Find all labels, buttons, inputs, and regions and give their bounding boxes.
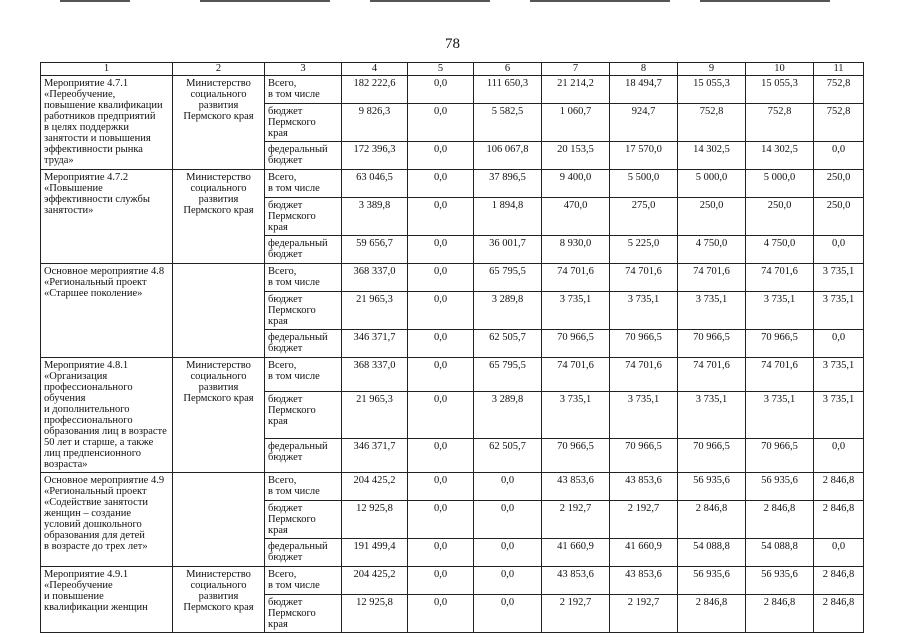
amount-cell: 54 088,8 xyxy=(746,539,814,567)
amount-cell: 0,0 xyxy=(408,595,474,633)
top-rule xyxy=(60,0,130,2)
amount-cell: 3 735,1 xyxy=(678,292,746,330)
table-row xyxy=(41,170,864,198)
amount-cell: 182 222,6 xyxy=(342,76,408,104)
amount-cell: 0,0 xyxy=(814,539,864,567)
amount-cell: 70 966,5 xyxy=(610,330,678,358)
amount-cell: 63 046,5 xyxy=(342,170,408,198)
amount-cell: 5 000,0 xyxy=(746,170,814,198)
funding-source: бюджет Пермского края xyxy=(265,292,342,330)
funding-source: Всего, в том числе xyxy=(265,358,342,392)
budget-table xyxy=(40,62,864,633)
amount-cell: 54 088,8 xyxy=(678,539,746,567)
amount-cell: 3 289,8 xyxy=(474,292,542,330)
amount-cell: 250,0 xyxy=(678,198,746,236)
funding-source: бюджет Пермского края xyxy=(265,104,342,142)
column-header: 9 xyxy=(678,63,746,76)
executor-name xyxy=(173,264,265,358)
amount-cell: 250,0 xyxy=(814,198,864,236)
amount-cell: 3 735,1 xyxy=(542,292,610,330)
executor-name: Министерство социального развития Пермского края xyxy=(173,170,265,264)
amount-cell: 0,0 xyxy=(408,330,474,358)
amount-cell: 0,0 xyxy=(408,170,474,198)
amount-cell: 0,0 xyxy=(814,236,864,264)
funding-source: федеральный бюджет xyxy=(265,539,342,567)
amount-cell: 0,0 xyxy=(474,501,542,539)
amount-cell: 41 660,9 xyxy=(610,539,678,567)
funding-source: Всего, в том числе xyxy=(265,473,342,501)
amount-cell: 3 735,1 xyxy=(814,292,864,330)
amount-cell: 74 701,6 xyxy=(610,358,678,392)
amount-cell: 3 735,1 xyxy=(814,392,864,438)
funding-source: Всего, в том числе xyxy=(265,76,342,104)
amount-cell: 56 935,6 xyxy=(746,567,814,595)
amount-cell: 0,0 xyxy=(408,567,474,595)
amount-cell: 470,0 xyxy=(542,198,610,236)
amount-cell: 368 337,0 xyxy=(342,358,408,392)
amount-cell: 3 735,1 xyxy=(746,292,814,330)
amount-cell: 65 795,5 xyxy=(474,264,542,292)
amount-cell: 3 735,1 xyxy=(814,358,864,392)
table-row xyxy=(41,264,864,292)
executor-name xyxy=(173,473,265,567)
funding-source: федеральный бюджет xyxy=(265,142,342,170)
amount-cell: 70 966,5 xyxy=(678,438,746,472)
amount-cell: 15 055,3 xyxy=(678,76,746,104)
amount-cell: 191 499,4 xyxy=(342,539,408,567)
amount-cell: 3 289,8 xyxy=(474,392,542,438)
funding-source: бюджет Пермского края xyxy=(265,501,342,539)
amount-cell: 14 302,5 xyxy=(746,142,814,170)
amount-cell: 37 896,5 xyxy=(474,170,542,198)
amount-cell: 12 925,8 xyxy=(342,595,408,633)
executor-name: Министерство социального развития Пермского края xyxy=(173,358,265,473)
amount-cell: 0,0 xyxy=(408,198,474,236)
funding-source: Всего, в том числе xyxy=(265,567,342,595)
amount-cell: 0,0 xyxy=(408,358,474,392)
amount-cell: 1 894,8 xyxy=(474,198,542,236)
amount-cell: 43 853,6 xyxy=(542,567,610,595)
amount-cell: 70 966,5 xyxy=(678,330,746,358)
amount-cell: 0,0 xyxy=(814,438,864,472)
executor-name: Министерство социального развития Пермского края xyxy=(173,76,265,170)
amount-cell: 0,0 xyxy=(408,292,474,330)
column-header: 3 xyxy=(265,63,342,76)
amount-cell: 752,8 xyxy=(814,76,864,104)
amount-cell: 2 846,8 xyxy=(746,595,814,633)
amount-cell: 3 735,1 xyxy=(542,392,610,438)
column-header: 10 xyxy=(746,63,814,76)
amount-cell: 74 701,6 xyxy=(746,264,814,292)
top-rule xyxy=(530,0,670,2)
amount-cell: 5 582,5 xyxy=(474,104,542,142)
amount-cell: 8 930,0 xyxy=(542,236,610,264)
amount-cell: 752,8 xyxy=(678,104,746,142)
amount-cell: 56 935,6 xyxy=(678,473,746,501)
activity-name: Мероприятие 4.7.2 «Повышение эффективности службы занятости» xyxy=(41,170,173,264)
top-rule xyxy=(200,0,330,2)
amount-cell: 14 302,5 xyxy=(678,142,746,170)
amount-cell: 2 846,8 xyxy=(678,595,746,633)
funding-source: бюджет Пермского края xyxy=(265,392,342,438)
amount-cell: 204 425,2 xyxy=(342,567,408,595)
amount-cell: 9 400,0 xyxy=(542,170,610,198)
column-header: 11 xyxy=(814,63,864,76)
page-number: 78 xyxy=(445,36,460,52)
amount-cell: 2 192,7 xyxy=(610,595,678,633)
amount-cell: 43 853,6 xyxy=(610,473,678,501)
table-row xyxy=(41,358,864,392)
amount-cell: 3 735,1 xyxy=(746,392,814,438)
amount-cell: 0,0 xyxy=(408,539,474,567)
amount-cell: 752,8 xyxy=(746,104,814,142)
activity-name: Основное мероприятие 4.9 «Региональный проект «Содействие занятости женщин – создание условий дошкольного образования для детей в возрасте до трех лет» xyxy=(41,473,173,567)
amount-cell: 111 650,3 xyxy=(474,76,542,104)
amount-cell: 1 060,7 xyxy=(542,104,610,142)
amount-cell: 172 396,3 xyxy=(342,142,408,170)
amount-cell: 70 966,5 xyxy=(542,330,610,358)
table-row xyxy=(41,473,864,501)
top-rule xyxy=(700,0,830,2)
amount-cell: 368 337,0 xyxy=(342,264,408,292)
amount-cell: 3 735,1 xyxy=(814,264,864,292)
amount-cell: 74 701,6 xyxy=(542,358,610,392)
activity-name: Мероприятие 4.9.1 «Переобучение и повышение квалификации женщин xyxy=(41,567,173,633)
amount-cell: 74 701,6 xyxy=(678,358,746,392)
table-row xyxy=(41,76,864,104)
amount-cell: 0,0 xyxy=(474,567,542,595)
amount-cell: 0,0 xyxy=(408,264,474,292)
top-rule xyxy=(370,0,490,2)
activity-name: Основное мероприятие 4.8 «Региональный проект «Старшее поколение» xyxy=(41,264,173,358)
amount-cell: 70 966,5 xyxy=(542,438,610,472)
amount-cell: 17 570,0 xyxy=(610,142,678,170)
funding-source: Всего, в том числе xyxy=(265,170,342,198)
amount-cell: 21 965,3 xyxy=(342,292,408,330)
amount-cell: 65 795,5 xyxy=(474,358,542,392)
executor-name: Министерство социального развития Пермского края xyxy=(173,567,265,633)
amount-cell: 275,0 xyxy=(610,198,678,236)
funding-source: федеральный бюджет xyxy=(265,438,342,472)
column-header: 6 xyxy=(474,63,542,76)
amount-cell: 2 846,8 xyxy=(814,473,864,501)
amount-cell: 36 001,7 xyxy=(474,236,542,264)
amount-cell: 3 735,1 xyxy=(610,392,678,438)
funding-source: бюджет Пермского края xyxy=(265,595,342,633)
activity-name: Мероприятие 4.8.1 «Организация профессионального обучения и дополнительного профессионального образования лиц в возрасте 50 лет и старше, а также лиц предпенсионного возраста» xyxy=(41,358,173,473)
amount-cell: 0,0 xyxy=(408,501,474,539)
amount-cell: 924,7 xyxy=(610,104,678,142)
funding-source: федеральный бюджет xyxy=(265,236,342,264)
amount-cell: 41 660,9 xyxy=(542,539,610,567)
amount-cell: 15 055,3 xyxy=(746,76,814,104)
amount-cell: 43 853,6 xyxy=(610,567,678,595)
amount-cell: 9 826,3 xyxy=(342,104,408,142)
column-header: 8 xyxy=(610,63,678,76)
amount-cell: 2 192,7 xyxy=(610,501,678,539)
amount-cell: 20 153,5 xyxy=(542,142,610,170)
header-row xyxy=(41,63,864,76)
amount-cell: 2 846,8 xyxy=(814,501,864,539)
amount-cell: 2 846,8 xyxy=(814,595,864,633)
amount-cell: 3 735,1 xyxy=(610,292,678,330)
amount-cell: 56 935,6 xyxy=(746,473,814,501)
column-header: 5 xyxy=(408,63,474,76)
amount-cell: 250,0 xyxy=(746,198,814,236)
amount-cell: 70 966,5 xyxy=(746,330,814,358)
activity-name: Мероприятие 4.7.1 «Переобучение, повышение квалификации работников предприятий в целях поддержки занятости и повышения эффективности рынка труда» xyxy=(41,76,173,170)
amount-cell: 59 656,7 xyxy=(342,236,408,264)
amount-cell: 2 846,8 xyxy=(814,567,864,595)
amount-cell: 0,0 xyxy=(814,142,864,170)
funding-source: федеральный бюджет xyxy=(265,330,342,358)
amount-cell: 5 000,0 xyxy=(678,170,746,198)
amount-cell: 0,0 xyxy=(474,539,542,567)
amount-cell: 4 750,0 xyxy=(678,236,746,264)
amount-cell: 2 846,8 xyxy=(678,501,746,539)
amount-cell: 0,0 xyxy=(408,473,474,501)
amount-cell: 752,8 xyxy=(814,104,864,142)
amount-cell: 12 925,8 xyxy=(342,501,408,539)
amount-cell: 2 192,7 xyxy=(542,595,610,633)
amount-cell: 0,0 xyxy=(474,595,542,633)
amount-cell: 0,0 xyxy=(474,473,542,501)
amount-cell: 346 371,7 xyxy=(342,438,408,472)
amount-cell: 74 701,6 xyxy=(746,358,814,392)
amount-cell: 70 966,5 xyxy=(746,438,814,472)
table-row xyxy=(41,567,864,595)
amount-cell: 4 750,0 xyxy=(746,236,814,264)
amount-cell: 2 192,7 xyxy=(542,501,610,539)
amount-cell: 74 701,6 xyxy=(542,264,610,292)
amount-cell: 2 846,8 xyxy=(746,501,814,539)
column-header: 4 xyxy=(342,63,408,76)
amount-cell: 18 494,7 xyxy=(610,76,678,104)
amount-cell: 21 965,3 xyxy=(342,392,408,438)
amount-cell: 74 701,6 xyxy=(610,264,678,292)
amount-cell: 3 389,8 xyxy=(342,198,408,236)
amount-cell: 56 935,6 xyxy=(678,567,746,595)
amount-cell: 204 425,2 xyxy=(342,473,408,501)
amount-cell: 0,0 xyxy=(408,392,474,438)
amount-cell: 0,0 xyxy=(814,330,864,358)
amount-cell: 0,0 xyxy=(408,236,474,264)
amount-cell: 106 067,8 xyxy=(474,142,542,170)
amount-cell: 250,0 xyxy=(814,170,864,198)
amount-cell: 62 505,7 xyxy=(474,438,542,472)
amount-cell: 5 225,0 xyxy=(610,236,678,264)
amount-cell: 70 966,5 xyxy=(610,438,678,472)
amount-cell: 62 505,7 xyxy=(474,330,542,358)
amount-cell: 21 214,2 xyxy=(542,76,610,104)
amount-cell: 346 371,7 xyxy=(342,330,408,358)
amount-cell: 74 701,6 xyxy=(678,264,746,292)
column-header: 1 xyxy=(41,63,173,76)
column-header: 2 xyxy=(173,63,265,76)
funding-source: Всего, в том числе xyxy=(265,264,342,292)
amount-cell: 0,0 xyxy=(408,76,474,104)
amount-cell: 0,0 xyxy=(408,438,474,472)
amount-cell: 0,0 xyxy=(408,104,474,142)
amount-cell: 3 735,1 xyxy=(678,392,746,438)
column-header: 7 xyxy=(542,63,610,76)
amount-cell: 5 500,0 xyxy=(610,170,678,198)
amount-cell: 0,0 xyxy=(408,142,474,170)
amount-cell: 43 853,6 xyxy=(542,473,610,501)
funding-source: бюджет Пермского края xyxy=(265,198,342,236)
